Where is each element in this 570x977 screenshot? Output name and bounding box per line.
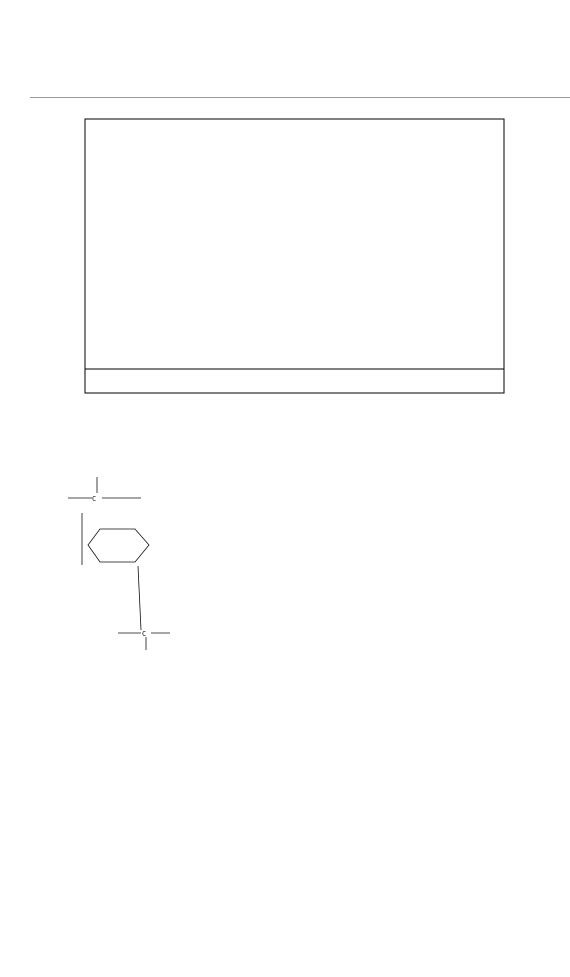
nmr-spectrum-chart bbox=[0, 0, 570, 450]
col-int bbox=[436, 465, 484, 479]
svg-text:C: C bbox=[92, 495, 97, 503]
plot-frame bbox=[85, 119, 504, 393]
col-hz bbox=[296, 465, 370, 479]
molecule-structure bbox=[40, 465, 260, 675]
peak-table bbox=[296, 465, 484, 479]
col-ppm bbox=[370, 465, 436, 479]
svg-text:C: C bbox=[142, 630, 147, 638]
